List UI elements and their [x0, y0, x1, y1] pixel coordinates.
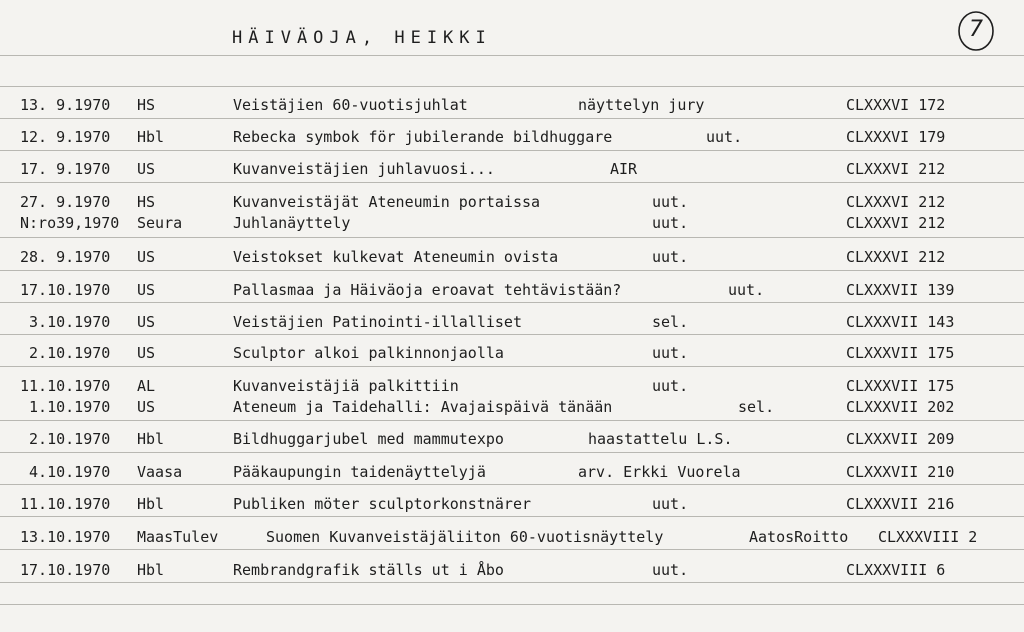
- page-number: 7: [969, 17, 983, 42]
- entry-date: 17.10.1970: [20, 561, 111, 579]
- entry-note: uut.: [652, 248, 689, 266]
- entry-source: US: [137, 248, 156, 266]
- entry-row: [0, 214, 1024, 234]
- entry-note: sel.: [652, 313, 689, 331]
- entry-note: uut.: [652, 377, 689, 395]
- entry-title: Rebecka symbok för jubilerande bildhuggare: [233, 128, 613, 146]
- entry-row: [0, 398, 1024, 418]
- ruled-line: [0, 334, 1024, 335]
- entry-ref: CLXXXVI 179: [846, 128, 946, 146]
- entry-date: 13.10.1970: [20, 528, 111, 546]
- entry-source: AL: [137, 377, 156, 395]
- entry-note: haastattelu L.S.: [588, 430, 733, 448]
- entry-title: Pääkaupungin taidenäyttelyjä: [233, 463, 486, 481]
- ruled-line: [0, 549, 1024, 550]
- entry-source: Hbl: [137, 561, 165, 579]
- entry-ref: CLXXXVII 210: [846, 463, 955, 481]
- entry-date: 27. 9.1970: [20, 193, 111, 211]
- entry-source: Hbl: [137, 128, 165, 146]
- entry-title: Juhlanäyttely: [233, 214, 351, 232]
- entry-row: [0, 160, 1024, 180]
- entry-source: HS: [137, 193, 156, 211]
- ruled-line: [0, 118, 1024, 119]
- entry-note: uut.: [652, 344, 689, 362]
- entry-date: 28. 9.1970: [20, 248, 111, 266]
- entry-ref: CLXXXVI 172: [846, 96, 946, 114]
- entry-source: US: [137, 398, 156, 416]
- ruled-line: [0, 55, 1024, 56]
- entry-ref: CLXXXVII 216: [846, 495, 955, 513]
- entry-ref: CLXXXVII 139: [846, 281, 955, 299]
- entry-ref: CLXXXVI 212: [846, 160, 946, 178]
- entry-row: [0, 463, 1024, 483]
- entry-row: [0, 344, 1024, 364]
- entry-row: [0, 193, 1024, 213]
- entry-ref: CLXXXVII 202: [846, 398, 955, 416]
- entry-ref: CLXXXVII 175: [846, 344, 955, 362]
- ruled-line: [0, 582, 1024, 583]
- entry-row: [0, 495, 1024, 515]
- ruled-line: [0, 604, 1024, 605]
- entry-source: MaasTulev: [137, 528, 219, 546]
- entry-note: AIR: [610, 160, 638, 178]
- card-title: HÄIVÄOJA, HEIKKI: [232, 28, 492, 48]
- ruled-line: [0, 420, 1024, 421]
- entry-row: [0, 96, 1024, 116]
- entry-note: uut.: [728, 281, 765, 299]
- entry-ref: CLXXXVII 175: [846, 377, 955, 395]
- entry-row: [0, 128, 1024, 148]
- entry-date: 17. 9.1970: [20, 160, 111, 178]
- entry-note: uut.: [652, 193, 689, 211]
- entry-date: 2.10.1970: [20, 430, 111, 448]
- entry-source: US: [137, 313, 156, 331]
- entry-title: Pallasmaa ja Häiväoja eroavat tehtävistään?: [233, 281, 622, 299]
- entry-title: Kuvanveistäjät Ateneumin portaissa: [233, 193, 541, 211]
- entry-source: US: [137, 344, 156, 362]
- entry-note: arv. Erkki Vuorela: [578, 463, 741, 481]
- entry-row: [0, 248, 1024, 268]
- ruled-line: [0, 150, 1024, 151]
- entry-date: N:ro39,1970: [20, 214, 120, 232]
- entry-source: US: [137, 160, 156, 178]
- ruled-line: [0, 182, 1024, 183]
- entry-row: [0, 528, 1024, 548]
- entry-ref: CLXXXVIII 2: [878, 528, 978, 546]
- entry-source: HS: [137, 96, 156, 114]
- entry-source: Vaasa: [137, 463, 183, 481]
- entry-source: US: [137, 281, 156, 299]
- ruled-line: [0, 237, 1024, 238]
- entry-title: Suomen Kuvanveistäjäliiton 60-vuotisnäyttely: [266, 528, 664, 546]
- entry-row: [0, 561, 1024, 581]
- ruled-line: [0, 270, 1024, 271]
- entry-note: uut.: [706, 128, 743, 146]
- entry-title: Kuvanveistäjien juhlavuosi...: [233, 160, 495, 178]
- entry-title: Bildhuggarjubel med mammutexpo: [233, 430, 504, 448]
- entry-row: [0, 313, 1024, 333]
- entry-title: Ateneum ja Taidehalli: Avajaispäivä tänään: [233, 398, 613, 416]
- entry-date: 4.10.1970: [20, 463, 111, 481]
- entry-date: 2.10.1970: [20, 344, 111, 362]
- entry-ref: CLXXXVIII 6: [846, 561, 946, 579]
- entry-title: Veistäjien Patinointi-illalliset: [233, 313, 522, 331]
- ruled-line: [0, 86, 1024, 87]
- entry-note: uut.: [652, 561, 689, 579]
- entry-ref: CLXXXVII 209: [846, 430, 955, 448]
- ruled-line: [0, 484, 1024, 485]
- ruled-line: [0, 452, 1024, 453]
- ruled-line: [0, 516, 1024, 517]
- entry-ref: CLXXXVI 212: [846, 214, 946, 232]
- entry-date: 11.10.1970: [20, 377, 111, 395]
- entry-date: 3.10.1970: [20, 313, 111, 331]
- entry-ref: CLXXXVII 143: [846, 313, 955, 331]
- entry-note: uut.: [652, 495, 689, 513]
- entry-note: näyttelyn jury: [578, 96, 705, 114]
- entry-date: 12. 9.1970: [20, 128, 111, 146]
- ruled-line: [0, 302, 1024, 303]
- entry-title: Veistokset kulkevat Ateneumin ovista: [233, 248, 559, 266]
- entry-source: Hbl: [137, 430, 165, 448]
- entry-date: 17.10.1970: [20, 281, 111, 299]
- ruled-line: [0, 366, 1024, 367]
- entry-title: Rembrandgrafik ställs ut i Åbo: [233, 561, 504, 579]
- page-number-badge: [956, 9, 996, 53]
- entry-date: 11.10.1970: [20, 495, 111, 513]
- entry-title: Sculptor alkoi palkinnonjaolla: [233, 344, 504, 362]
- entry-title: Publiken möter sculptorkonstnärer: [233, 495, 532, 513]
- entry-date: 1.10.1970: [20, 398, 111, 416]
- entry-source: Hbl: [137, 495, 165, 513]
- entry-date: 13. 9.1970: [20, 96, 111, 114]
- entry-row: [0, 377, 1024, 397]
- entry-title: Kuvanveistäjiä palkittiin: [233, 377, 459, 395]
- entry-title: Veistäjien 60-vuotisjuhlat: [233, 96, 468, 114]
- entry-note: AatosRoitto: [749, 528, 849, 546]
- entry-ref: CLXXXVI 212: [846, 193, 946, 211]
- entry-source: Seura: [137, 214, 183, 232]
- entry-ref: CLXXXVI 212: [846, 248, 946, 266]
- entry-row: [0, 430, 1024, 450]
- entry-row: [0, 281, 1024, 301]
- entry-note: sel.: [738, 398, 775, 416]
- entry-note: uut.: [652, 214, 689, 232]
